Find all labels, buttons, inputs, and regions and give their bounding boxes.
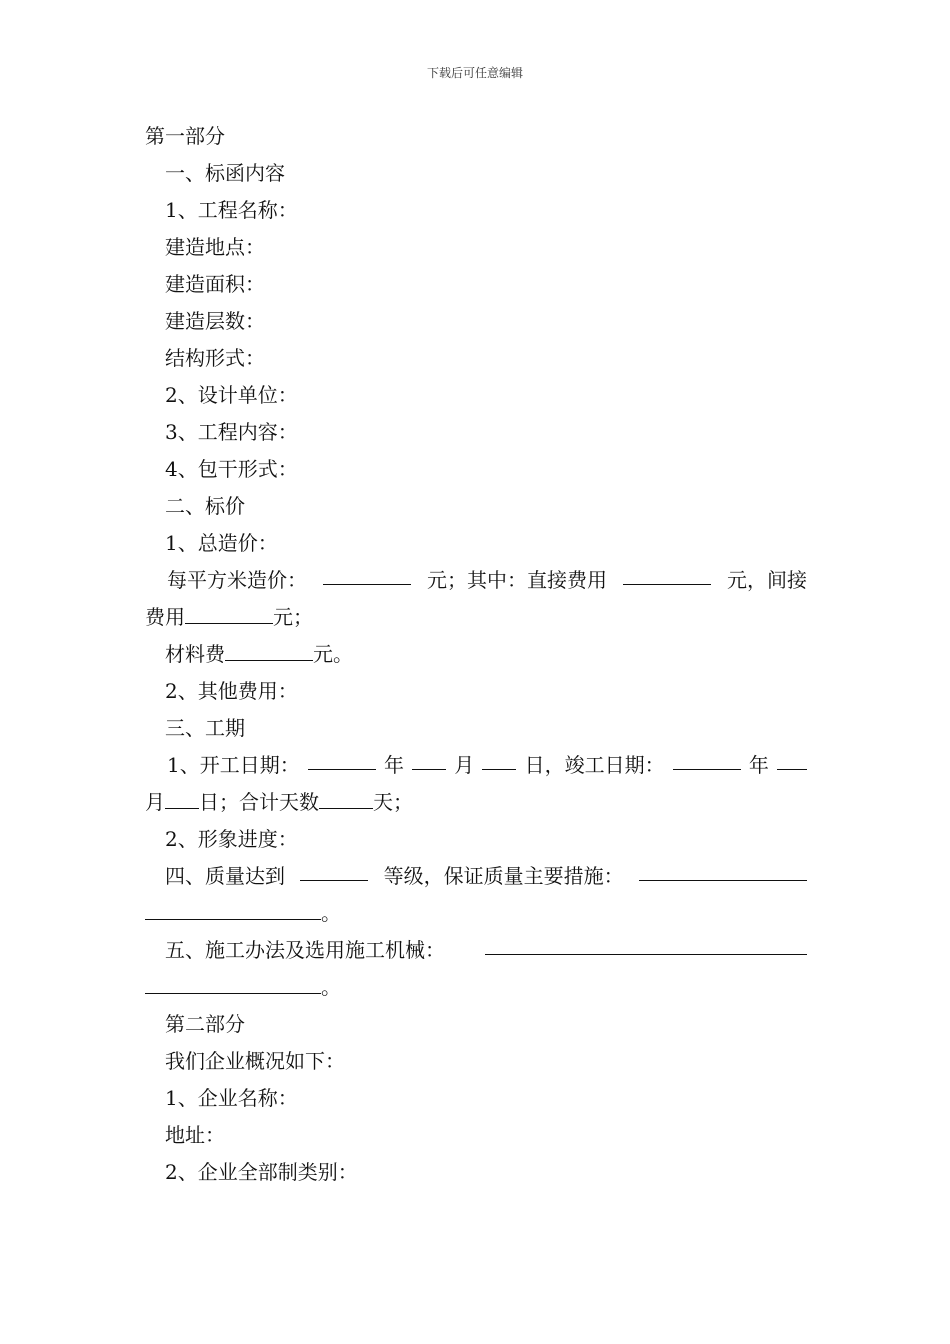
- year-label: 年: [384, 753, 405, 777]
- direct-cost-label: 元；其中：直接费用: [427, 568, 607, 592]
- days-unit: 天；: [373, 790, 413, 814]
- material-unit: 元。: [313, 642, 353, 666]
- part2-title: 第二部分: [165, 1012, 245, 1036]
- quality-measures-blank[interactable]: [639, 858, 807, 881]
- period: 。: [321, 901, 341, 925]
- method-blank-2[interactable]: [145, 971, 321, 994]
- total-cost-label: 1、总造价：: [165, 531, 278, 555]
- indirect-label-b: 费用: [145, 605, 185, 629]
- project-name-label: 1、工程名称：: [165, 198, 298, 222]
- total-days-label: 日；合计天数: [199, 790, 319, 814]
- method-label: 五、施工办法及选用施工机械：: [165, 938, 445, 962]
- quality-line-2: [145, 895, 807, 932]
- direct-cost-blank[interactable]: [623, 562, 711, 585]
- quality-line: [145, 858, 807, 895]
- part1-title: 第一部分: [145, 124, 225, 148]
- company-name-label: 1、企业名称：: [165, 1086, 298, 1110]
- end-date-label: 日，竣工日期：: [524, 753, 665, 777]
- site-label: 建造地点：: [165, 235, 265, 259]
- quality-grade-blank[interactable]: [300, 858, 368, 881]
- progress-label: 2、形象进度：: [165, 827, 298, 851]
- method-line: [145, 932, 807, 969]
- indirect-cost-blank[interactable]: [185, 601, 273, 624]
- start-date-label: 1、开工日期：: [167, 753, 300, 777]
- floors-label: 建造层数：: [165, 309, 265, 333]
- page-header: 下载后可任意编辑: [426, 66, 523, 80]
- schedule-line-2: [145, 784, 807, 821]
- company-intro: 我们企业概况如下：: [165, 1049, 345, 1073]
- end-day-blank[interactable]: [165, 786, 199, 809]
- end-year-label: 年: [748, 753, 769, 777]
- start-year-blank[interactable]: [308, 747, 376, 770]
- unit-price-label: 每平方米造价：: [167, 568, 307, 592]
- schedule-line: [145, 747, 807, 784]
- document-body: [145, 118, 807, 1191]
- unit-price-line: [145, 562, 807, 599]
- material-cost-blank[interactable]: [225, 638, 313, 661]
- period-2: 。: [321, 975, 341, 999]
- method-line-2: [145, 969, 807, 1006]
- material-cost-line: [145, 636, 807, 673]
- section3-title: 三、工期: [165, 716, 245, 740]
- indirect-unit: 元；: [273, 605, 313, 629]
- design-unit-label: 2、设计单位：: [165, 383, 298, 407]
- section2-title: 二、标价: [165, 494, 245, 518]
- material-label: 材料费: [165, 642, 225, 666]
- end-year-blank[interactable]: [673, 747, 741, 770]
- total-days-blank[interactable]: [319, 786, 373, 809]
- quality-measures-label: 等级，保证质量主要措施：: [383, 864, 624, 888]
- ownership-label: 2、企业全部制类别：: [165, 1160, 358, 1184]
- indirect-label-a: 元，间接: [727, 568, 807, 592]
- project-content-label: 3、工程内容：: [165, 420, 298, 444]
- start-month-blank[interactable]: [412, 747, 446, 770]
- quality-label: 四、质量达到: [165, 864, 285, 888]
- method-blank[interactable]: [485, 932, 807, 955]
- end-month-label: 月: [145, 790, 165, 814]
- structure-label: 结构形式：: [165, 346, 265, 370]
- end-month-blank[interactable]: [777, 747, 807, 770]
- other-cost-label: 2、其他费用：: [165, 679, 298, 703]
- start-day-blank[interactable]: [482, 747, 516, 770]
- unit-price-blank[interactable]: [323, 562, 411, 585]
- address-label: 地址：: [165, 1123, 225, 1147]
- indirect-cost-line: [145, 599, 807, 636]
- contract-form-label: 4、包干形式：: [165, 457, 298, 481]
- section1-title: 一、标函内容: [165, 161, 285, 185]
- month-label: 月: [454, 753, 475, 777]
- area-label: 建造面积：: [165, 272, 265, 296]
- quality-measures-blank-2[interactable]: [145, 897, 321, 920]
